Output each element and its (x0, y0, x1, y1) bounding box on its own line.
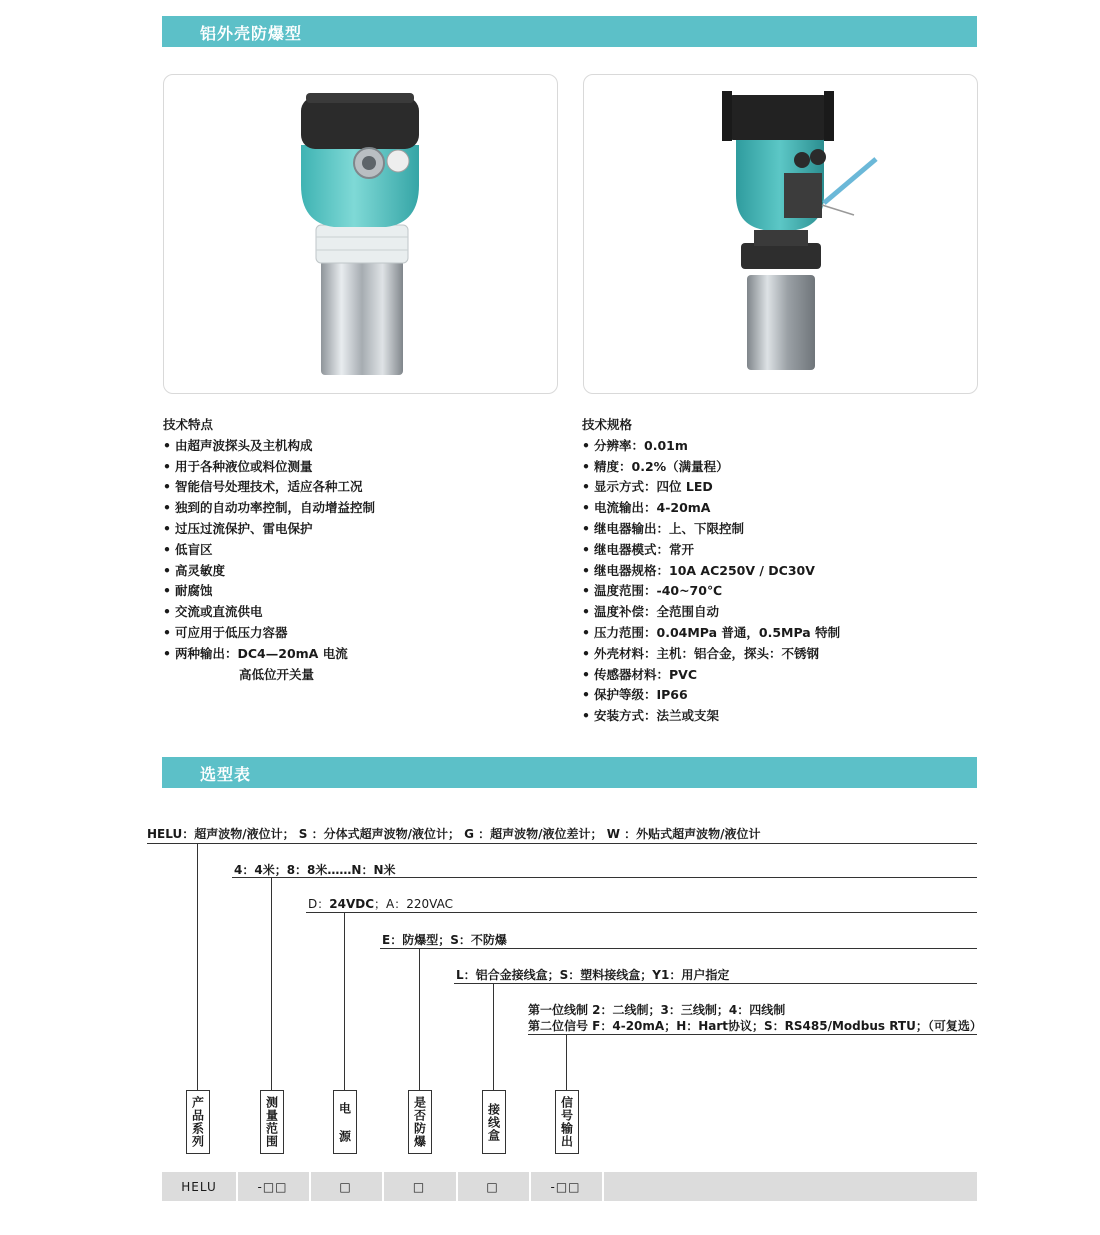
feature-item: • 过压过流保护、雷电保护 (163, 519, 375, 540)
spec-item: • 温度补偿：全范围自动 (582, 602, 840, 623)
selection-row-range: 4：4米；8：8米……N：N米 (234, 863, 396, 877)
features-title: 技术特点 (163, 417, 214, 432)
feature-item: • 交流或直流供电 (163, 602, 375, 623)
label-box-power: 电 源 (333, 1090, 357, 1154)
spec-item: • 传感器材料：PVC (582, 665, 840, 686)
power-suffix: ；A：220VAC (374, 897, 453, 911)
spec-item: • 保护等级：IP66 (582, 685, 840, 706)
connector-line (566, 1034, 567, 1090)
spec-item: • 继电器模式：常开 (582, 540, 840, 561)
spec-item: • 分辨率：0.01m (582, 436, 840, 457)
power-dc: 24VDC (329, 897, 375, 911)
power-prefix: D： (308, 897, 330, 911)
label-box-signal: 信号输出 (555, 1090, 579, 1154)
label-box-explosion: 是否防爆 (408, 1090, 432, 1154)
feature-item: • 可应用于低压力容器 (163, 623, 375, 644)
specs-title: 技术规格 (582, 417, 633, 432)
code-cell-series: HELU (181, 1179, 217, 1194)
section-title: 选型表 (200, 765, 252, 784)
code-cell-junction: □ (486, 1179, 499, 1194)
ultrasonic-sensor-image-1 (164, 75, 557, 393)
connector-line (419, 948, 420, 1090)
feature-item: • 耐腐蚀 (163, 581, 375, 602)
selection-line (380, 948, 977, 949)
connector-line (344, 912, 345, 1090)
code-cell-range: -□□ (257, 1179, 288, 1194)
spec-item: • 精度：0.2%（满量程） (582, 457, 840, 478)
spec-item: • 继电器输出：上、下限控制 (582, 519, 840, 540)
features-list (163, 415, 375, 685)
feature-item: • 高灵敏度 (163, 561, 375, 582)
selection-row-series: HELU：超声波物/液位计； S ：分体式超声波物/液位计； G ：超声波物/液位差计； W ：外贴式超声波物/液位计 (147, 827, 761, 841)
selection-line (232, 877, 977, 878)
selection-row-power (308, 895, 453, 912)
code-cell-extra (602, 1172, 977, 1201)
feature-item-continuation: 高低位开关量 (239, 666, 315, 682)
feature-item: • 独到的自动功率控制，自动增益控制 (163, 498, 375, 519)
code-cell-explosion: □ (412, 1179, 426, 1194)
spec-item: • 外壳材料：主机：铝合金，探头：不锈钢 (582, 644, 840, 665)
specs-list (582, 415, 840, 727)
code-cell-power: □ (339, 1179, 352, 1194)
feature-item: • 两种输出：DC4—20mA 电流 (163, 644, 375, 665)
connector-line (271, 877, 272, 1090)
selection-line (528, 1034, 977, 1035)
feature-item: • 用于各种液位或料位测量 (163, 457, 375, 478)
label-box-series: 产品系列 (186, 1090, 210, 1154)
connector-line (493, 983, 494, 1090)
spec-item: • 电流输出：4-20mA (582, 498, 840, 519)
product-photo-card-1 (163, 74, 558, 394)
section-banner-selection (162, 757, 977, 788)
code-cell-signal: -□□ (550, 1179, 581, 1194)
product-photo-card-2 (583, 74, 978, 394)
spec-item: • 压力范围：0.04MPa 普通，0.5MPa 特制 (582, 623, 840, 644)
feature-item: • 由超声波探头及主机构成 (163, 436, 375, 457)
section-title: 铝外壳防爆型 (200, 24, 303, 43)
selection-line (454, 983, 977, 984)
spec-item: • 安装方式：法兰或支架 (582, 706, 840, 727)
feature-item: • 智能信号处理技术，适应各种工况 (163, 477, 375, 498)
selection-line (147, 843, 977, 844)
selection-row-signal: 第二位信号 F：4-20mA；H：Hart协议；S：RS485/Modbus RTU；（可复选） (528, 1019, 982, 1033)
feature-item: • 低盲区 (163, 540, 375, 561)
label-box-range: 测量范围 (260, 1090, 284, 1154)
section-banner-housing (162, 16, 977, 47)
spec-item: • 显示方式：四位 LED (582, 477, 840, 498)
spec-item: • 继电器规格：10A AC250V / DC30V (582, 561, 840, 582)
ultrasonic-sensor-image-2 (584, 75, 977, 393)
spec-item: • 温度范围：-40~70℃ (582, 581, 840, 602)
connector-line (197, 843, 198, 1090)
label-box-junction: 接线盒 (482, 1090, 506, 1154)
selection-row-wiring: 第一位线制 2：二线制；3：三线制；4：四线制 (528, 1003, 786, 1017)
selection-row-explosion: E：防爆型；S：不防爆 (382, 933, 507, 947)
model-code-bar (162, 1172, 977, 1201)
selection-line (306, 912, 977, 913)
selection-row-junction: L：铝合金接线盒；S：塑料接线盒；Y1：用户指定 (456, 968, 730, 982)
